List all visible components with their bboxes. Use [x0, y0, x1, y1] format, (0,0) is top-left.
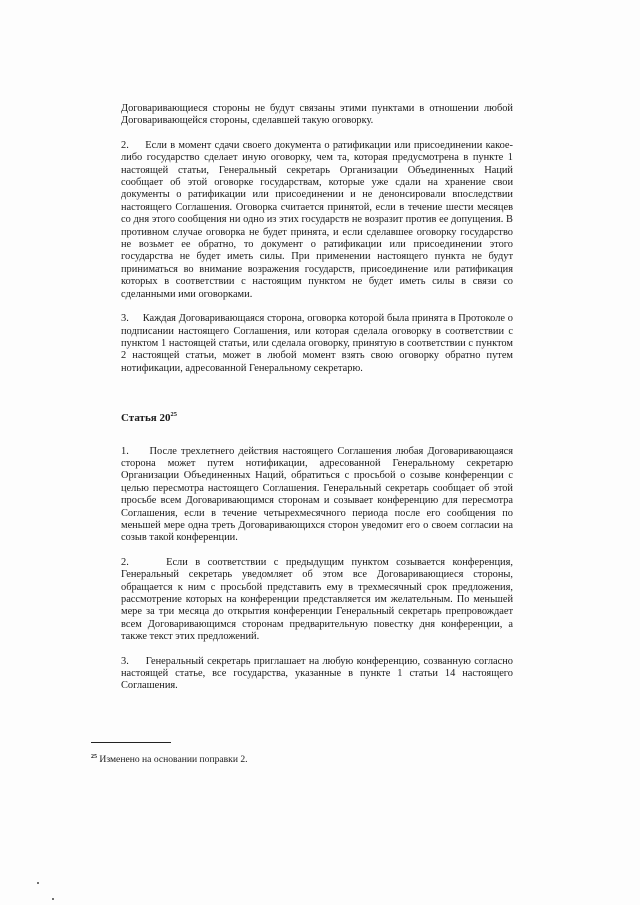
article-paragraph-2: 2. Если в соответствии с предыдущим пунктом созывается конференция, Генеральный секретарь уведомляет об этом все Договаривающиеся стороны, обращается к ним с просьбой представить ему в трехмесячный срок предложения, рассмотрение которых на конференции представляется им желательным. По меньшей мере за три месяца до открытия конференции Генеральный секретарь препровождает всем Договаривающимся сторонам предварительную повестку дня конференции, а также текст этих предложений. [121, 556, 513, 643]
footnote-text: Изменено на основании поправки 2. [99, 754, 248, 765]
paragraph-item-2: 2. Если в момент сдачи своего документа о ратификации или присоединении какое-либо государство сделает иную оговорку, чем та, которая предусмотрена в пункте 1 настоящей статьи, Генеральный секретарь Организации Объединенных Наций сообщает об этой оговорке государствам, которые уже сдали на хранение свои документы о ратификации или присоединении и не денонсировали впоследствии настоящего Соглашения. Оговорка считается принятой, если в течение шести месяцев со дня этого сообщения ни одно из этих государств не возразит против ее допущения. В противном случае оговорка не будет принята, и если сделавшее оговорку государство не возьмет ее обратно, то документ о ратификации или присоединении этого государства не будет иметь силы. При применении настоящего пункта не будут приниматься во внимание возражения государств, присоединение или ратификация которых в соответствии с настоящим пунктом не будет иметь силы в связи со сделанными ими оговорками. [121, 139, 513, 300]
scan-speck [37, 882, 39, 884]
document-body [121, 103, 513, 693]
article-paragraph-3: 3. Генеральный секретарь приглашает на любую конференцию, созванную согласно настоящей статье, все государства, указанные в пункте 1 статьи 14 настоящего Соглашения. [121, 655, 513, 692]
article-paragraph-1: 1. После трехлетнего действия настоящего Соглашения любая Договаривающаяся сторона может путем нотификации, адресованной Генеральному секретарю Организации Объединенных Наций, обратиться с просьбой о созыве конференции с целью пересмотра настоящего Соглашения. Генеральный секретарь сообщает об этой просьбе всем Договаривающимся сторонам и созывает конференцию для пересмотра Соглашения, если в течение четырехмесячного периода после его сообщения по меньшей мере одна треть Договаривающихся сторон уведомит его о своем согласии на созыв такой конференции. [121, 445, 513, 544]
scan-speck [52, 898, 54, 900]
article-heading-text: Статья 20 [121, 412, 171, 425]
paragraph-continuation: Договаривающиеся стороны не будут связаны этими пунктами в отношении любой Договаривающейся стороны, сделавшей такую оговорку. [121, 103, 513, 127]
footnote [91, 751, 248, 766]
article-heading [121, 409, 513, 424]
footnote-ref: 25 [170, 411, 177, 419]
footnote-divider [91, 742, 171, 743]
footnote-number: 25 [91, 754, 97, 760]
paragraph-item-3: 3. Каждая Договаривающаяся сторона, оговорка которой была принята в Протоколе о подписании настоящего Соглашения, или которая сделала оговорку в соответствии с пунктом 1 настоящей статьи, или сделала оговорку, принятую в соответствии с пунктом 2 настоящей статьи, может в любой момент взять свою оговорку обратно путем нотификации, адресованной Генеральному секретарю. [121, 313, 513, 374]
